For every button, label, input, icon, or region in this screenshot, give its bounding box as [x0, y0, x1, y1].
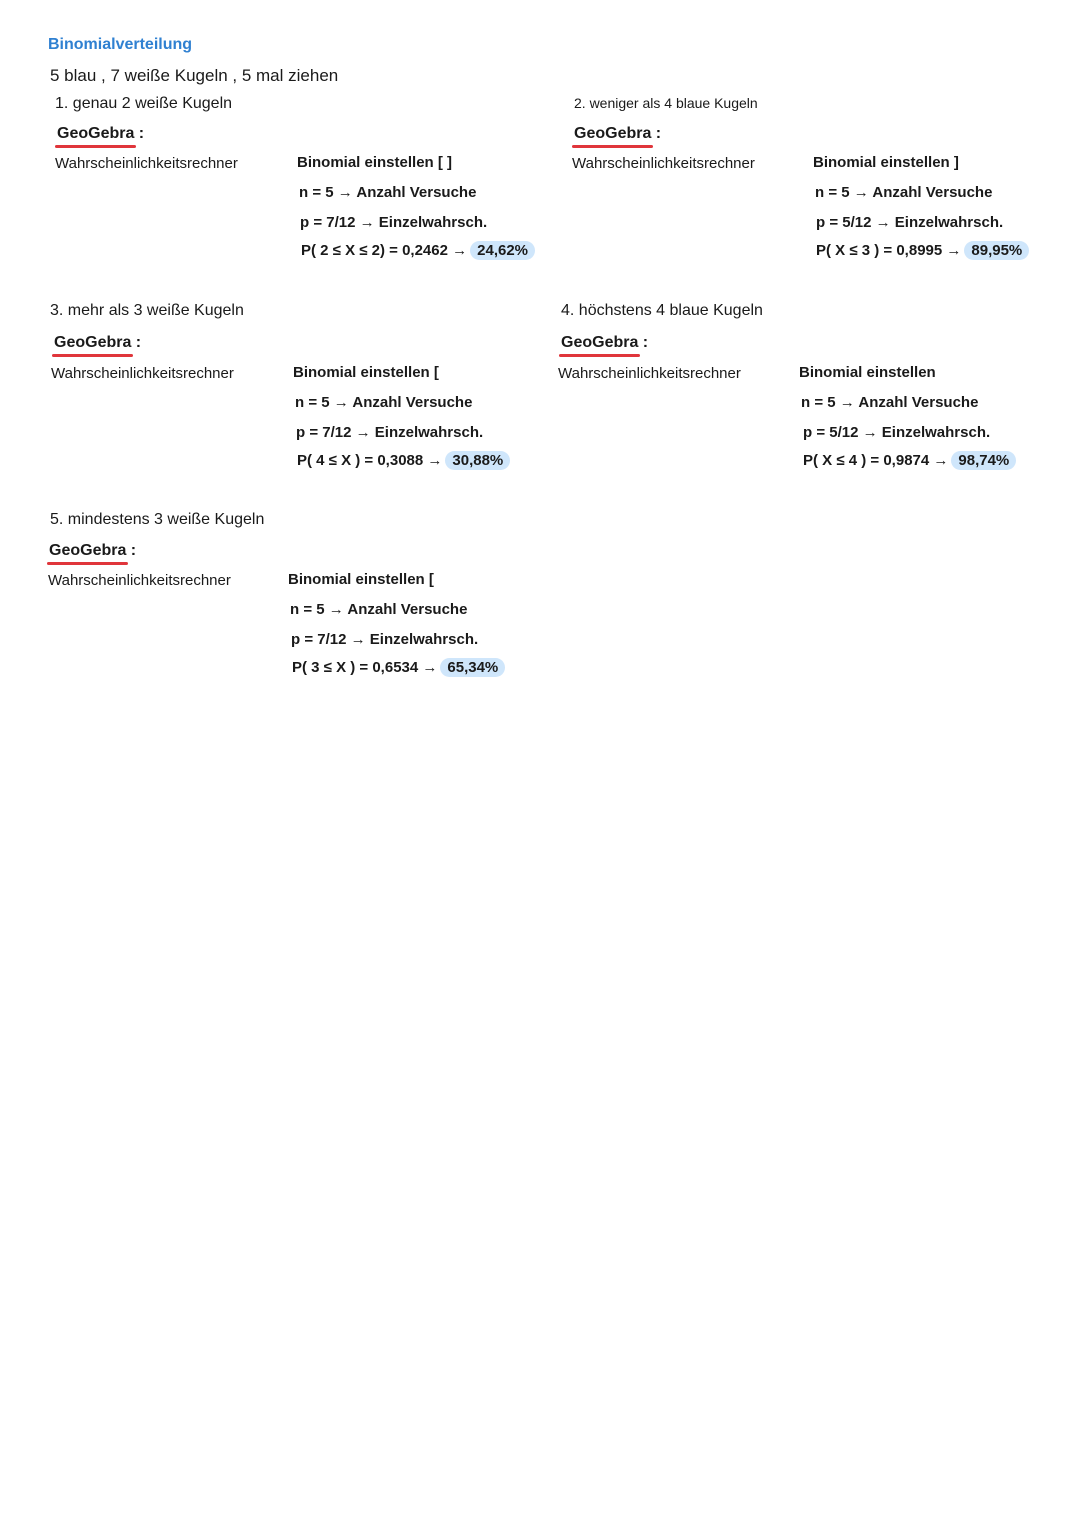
geogebra-label: GeoGebra : — [49, 542, 137, 559]
n-value: n = 5 → Anzahl Versuche — [815, 184, 993, 201]
result-line: P( 2 ≤ X ≤ 2) = 0,2462 → 24,62% — [301, 242, 535, 259]
geogebra-label: GeoGebra : — [561, 334, 649, 351]
result-line: P( 4 ≤ X ) = 0,3088 → 30,88% — [297, 452, 510, 469]
p-value: p = 7/12 → Einzelwahrsch. — [296, 424, 484, 441]
n-value: n = 5 → Anzahl Versuche — [299, 184, 477, 201]
geogebra-label: GeoGebra : — [54, 334, 142, 351]
problem-statement: 5 blau , 7 weiße Kugeln , 5 mal ziehen — [50, 66, 339, 85]
task-heading: 1. genau 2 weiße Kugeln — [55, 95, 233, 112]
result-percent: 24,62% — [470, 241, 535, 260]
mode-setting: Binomial einstellen [ — [288, 571, 434, 588]
result-percent: 98,74% — [951, 451, 1016, 470]
mode-setting: Binomial einstellen — [799, 364, 936, 381]
result-line: P( 3 ≤ X ) = 0,6534 → 65,34% — [292, 659, 505, 676]
calculator-label: Wahrscheinlichkeitsrechner — [572, 155, 755, 172]
n-value: n = 5 → Anzahl Versuche — [295, 394, 473, 411]
task-heading: 5. mindestens 3 weiße Kugeln — [50, 511, 265, 528]
calculator-label: Wahrscheinlichkeitsrechner — [51, 365, 234, 382]
p-value: p = 5/12 → Einzelwahrsch. — [803, 424, 991, 441]
result-percent: 65,34% — [440, 658, 505, 677]
task-heading: 2. weniger als 4 blaue Kugeln — [574, 95, 758, 111]
result-percent: 30,88% — [445, 451, 510, 470]
page-title: Binomialverteilung — [48, 36, 193, 53]
result-line: P( X ≤ 4 ) = 0,9874 → 98,74% — [803, 452, 1016, 469]
calculator-label: Wahrscheinlichkeitsrechner — [55, 155, 238, 172]
p-value: p = 5/12 → Einzelwahrsch. — [816, 214, 1004, 231]
n-value: n = 5 → Anzahl Versuche — [801, 394, 979, 411]
geogebra-label: GeoGebra : — [574, 125, 662, 142]
task-heading: 4. höchstens 4 blaue Kugeln — [561, 302, 763, 319]
geogebra-label: GeoGebra : — [57, 125, 145, 142]
mode-setting: Binomial einstellen [ — [293, 364, 439, 381]
task-heading: 3. mehr als 3 weiße Kugeln — [50, 302, 244, 319]
n-value: n = 5 → Anzahl Versuche — [290, 601, 468, 618]
p-value: p = 7/12 → Einzelwahrsch. — [300, 214, 488, 231]
result-percent: 89,95% — [964, 241, 1029, 260]
mode-setting: Binomial einstellen [ ] — [297, 154, 453, 171]
result-line: P( X ≤ 3 ) = 0,8995 → 89,95% — [816, 242, 1029, 259]
p-value: p = 7/12 → Einzelwahrsch. — [291, 631, 479, 648]
calculator-label: Wahrscheinlichkeitsrechner — [48, 572, 231, 589]
mode-setting: Binomial einstellen ] — [813, 154, 959, 171]
calculator-label: Wahrscheinlichkeitsrechner — [558, 365, 741, 382]
